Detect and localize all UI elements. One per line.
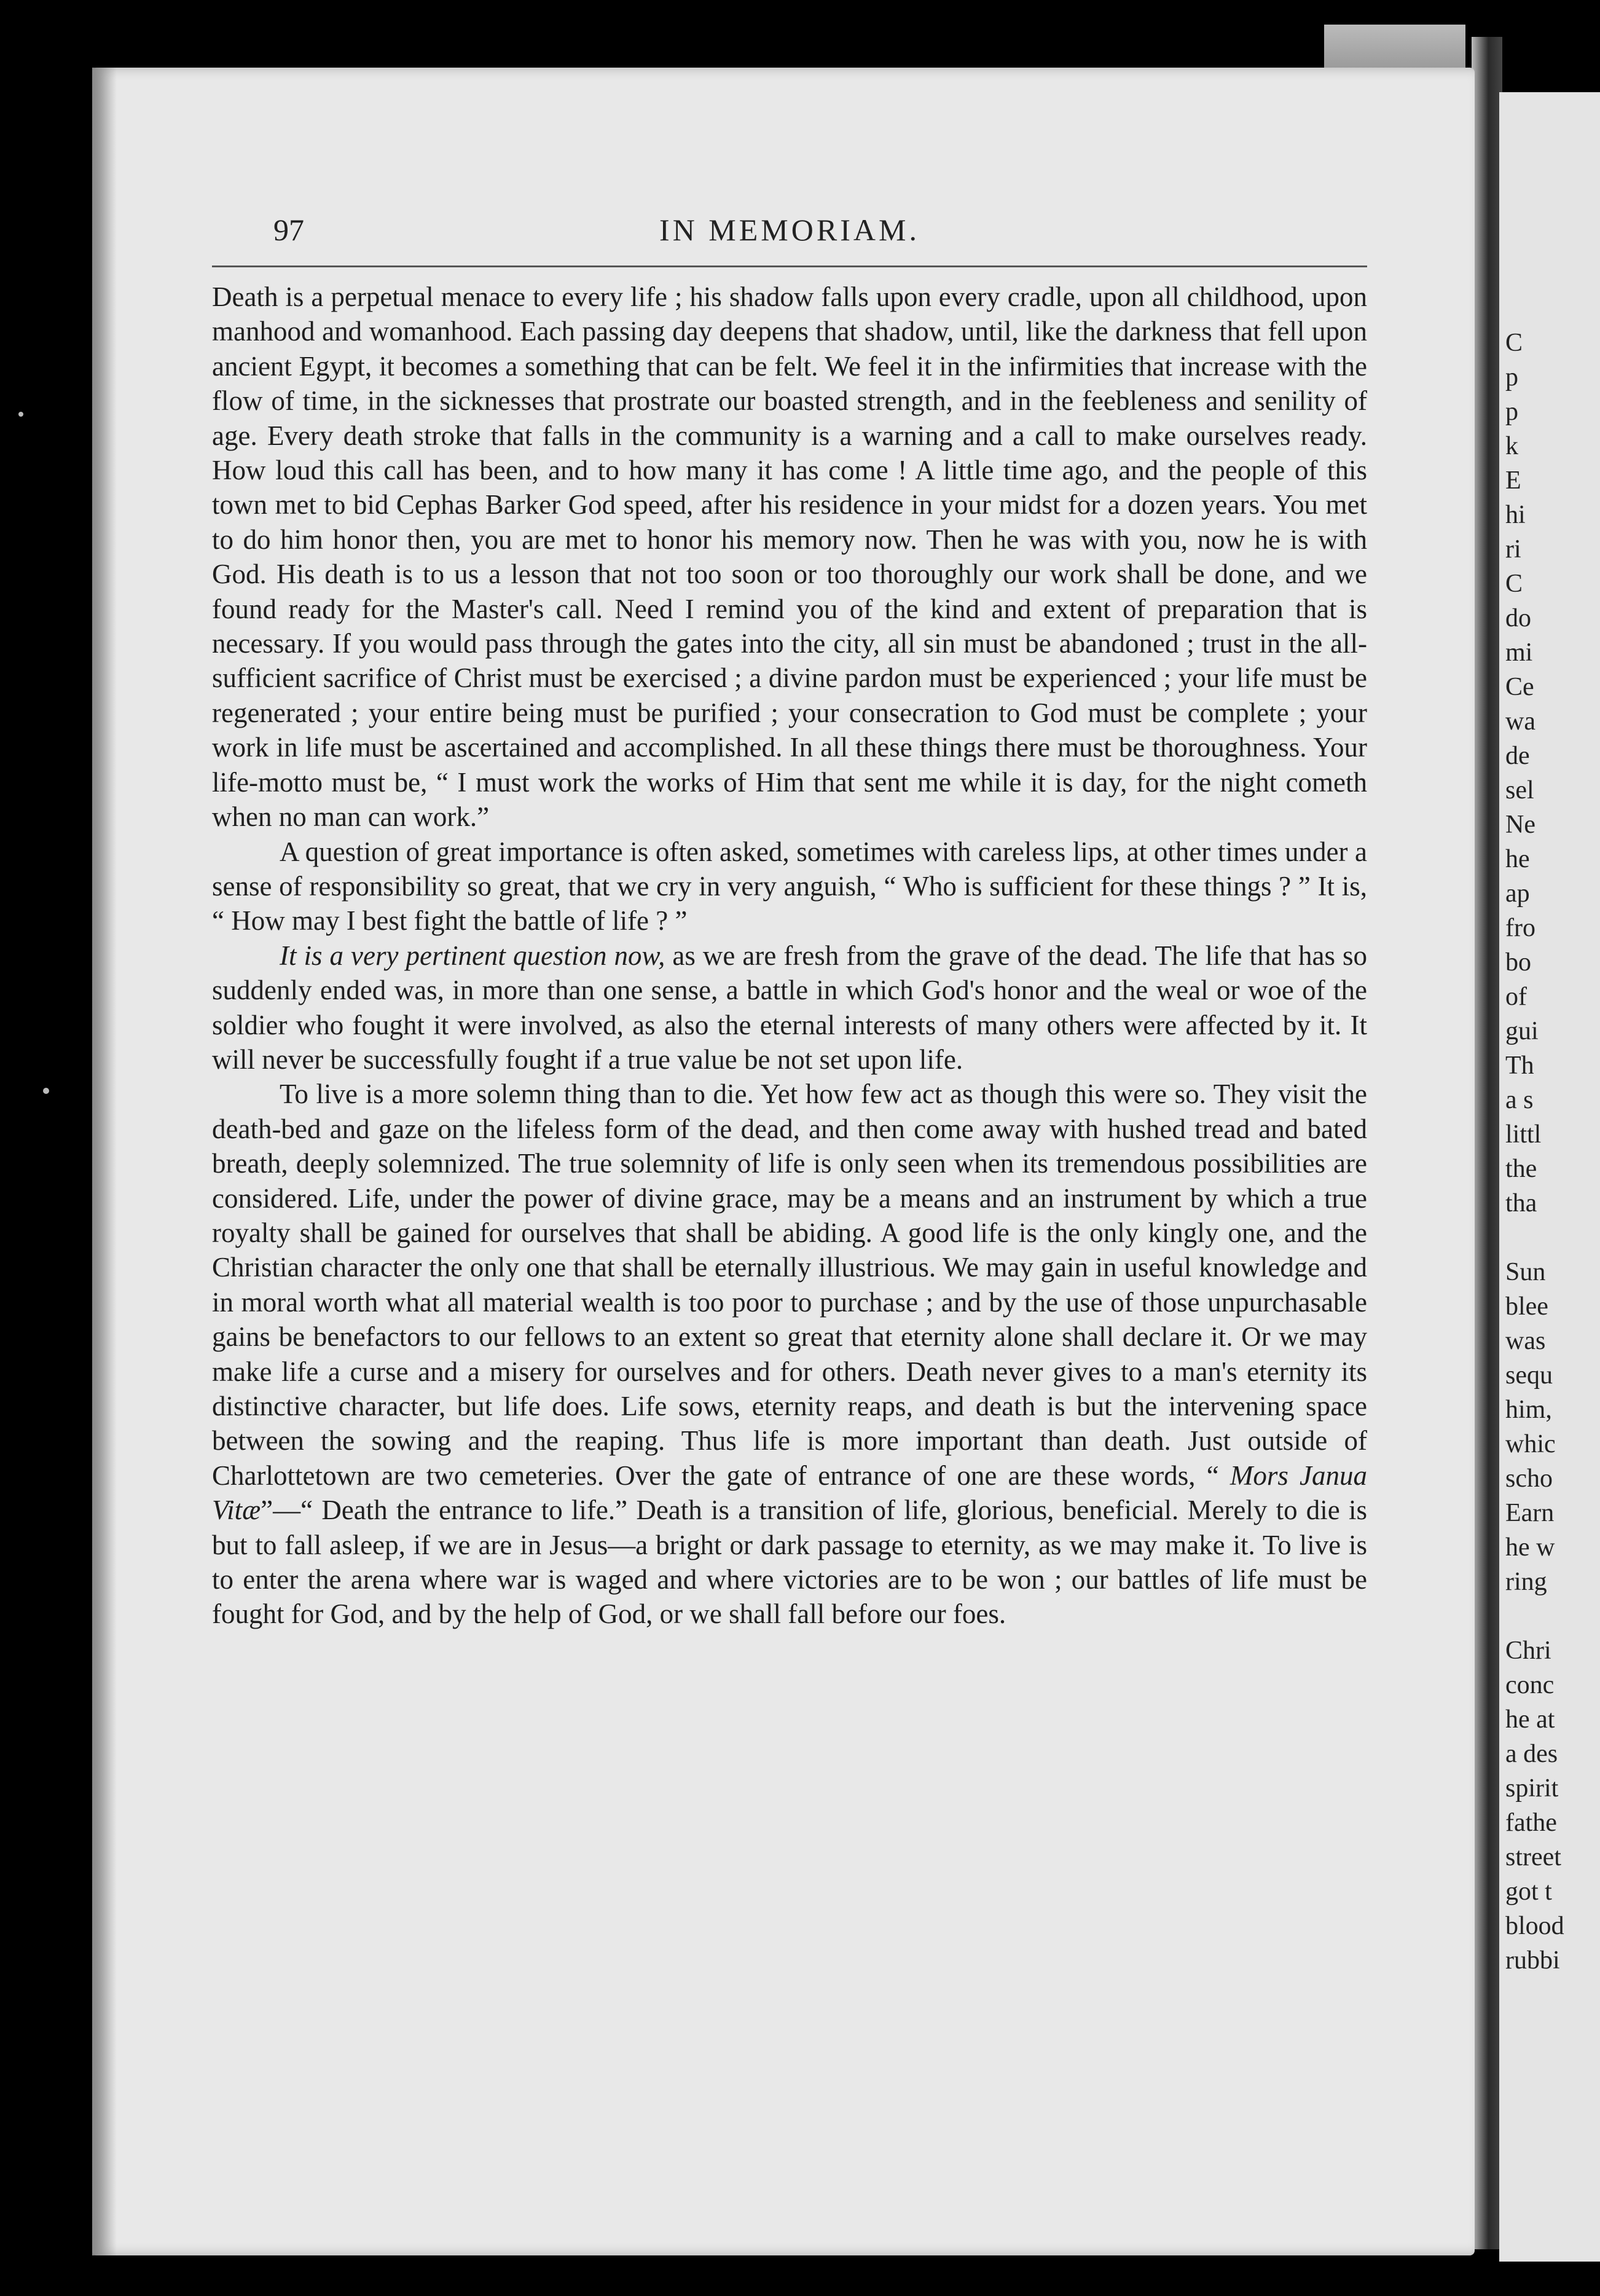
paragraph-3-text: as we are fresh from the grave of the dead. The life that has so suddenly ended was, in more than one sense, a battle in which God's honor and the weal or woe of the soldier who fought it were involved, as also the eternal interests of many others were affected by it. It will never be successfully fought if a true value be not set upon life. [212,940,1367,1075]
facing-page-fragment: whic [1505,1430,1556,1458]
facing-page-fragment: C [1505,570,1523,598]
facing-page-fragment: C [1505,329,1523,357]
paragraph-2: A question of great importance is often asked, sometimes with careless lips, at other times under a sense of responsibility so great, that we cry in very anguish, “ Who is sufficient for these things ? ” It is, “ How may I best fight the battle of life ? ” [212,836,1367,937]
facing-page-fragment: street [1505,1843,1561,1871]
italic-phrase: It is a very pertinent question now, [280,940,665,971]
facing-page-fragment: conc [1505,1671,1555,1699]
facing-page-fragment [1505,1221,1598,1255]
book-gutter [1472,37,1502,2249]
page-number: 97 [273,213,304,247]
facing-page-fragment: p [1505,363,1518,391]
facing-page-fragment: ri [1505,535,1521,564]
facing-page-fragment: wa [1505,707,1535,736]
facing-page-fragment: tha [1505,1189,1537,1217]
facing-page-fragment: of [1505,983,1527,1011]
facing-page-fragment: de [1505,742,1530,770]
facing-page-fragment: blood [1505,1912,1564,1940]
latin-motto: Mors Janua Vitæ [212,1460,1367,1526]
facing-page-fragment: the [1505,1155,1537,1183]
page-shadow [92,68,117,2255]
facing-page-text [1505,326,1598,1978]
page-header [212,212,1367,255]
paragraph-4-text-a: To live is a more solemn thing than to die. Yet how few act as though this were so. They visit the death-bed and gaze on the lifeless form of the dead, and then come away with hushed tread and bated breath, deeply solemnized. The true solemnity of life is only seen when its tremendous possibilities are considered. Life, under the power of divine grace, may be a means and an instrument by which a true royalty shall be gained for ourselves that shall be abiding. A good life is the only kingly one, and the Christian character the only one that shall be eternally illustrious. We may gain in useful knowledge and in moral worth what all material wealth is too poor to purchase ; and by the use of those unpurchasable gains be benefactors to our fellows to an extent so great that eternity alone shall declare it. Or we may make life a curse and a misery for ourselves and for others. Death never gives to a man's eternity its distinctive character, but life does. Life sows, eternity reaps, and death is but the intervening space between the sowing and the reaping. Thus life is more important than death. Just outside of Charlottetown are two cemeteries. Over the gate of entrance of one are these words, “ [212,1079,1367,1491]
running-title: IN MEMORIAM. [659,213,920,247]
facing-page-fragment: fathe [1505,1809,1557,1837]
facing-page-fragment: p [1505,398,1518,426]
facing-page-fragment: Sun [1505,1258,1546,1286]
facing-page-fragment: gui [1505,1017,1539,1045]
facing-page-fragment: k [1505,432,1518,460]
facing-page-fragment: he at [1505,1705,1555,1734]
paragraph-4-text-b: ”—“ Death the entrance to life.” Death is a transition of life, glorious, beneficial. Merely to die is but to fall asleep, if we are in Jesus—a bright or dark passage to eternity, as we may make it. To live is to enter the arena where war is waged and where victories are to be won ; our battles of life must be fought for God, and by the help of God, or we shall fall before our foes. [212,1495,1367,1630]
header-rule [212,265,1367,267]
facing-page-fragment: Chri [1505,1637,1551,1665]
facing-page-fragment: mi [1505,639,1533,667]
speck [43,1088,49,1094]
facing-page-fragment: fro [1505,914,1535,942]
paragraph-3 [212,938,1367,1077]
facing-page-fragment: he [1505,845,1530,873]
facing-page-fragment: scho [1505,1464,1553,1493]
facing-page-fragment: got t [1505,1877,1552,1906]
facing-page-fragment: Ce [1505,673,1534,701]
facing-page-fragment: sequ [1505,1361,1553,1390]
facing-page-fragment: he w [1505,1533,1555,1562]
facing-page-fragment: spirit [1505,1774,1559,1803]
facing-page-fragment [1505,1599,1598,1634]
body-text [212,280,1367,1632]
facing-page-fragment: Ne [1505,811,1535,839]
facing-page-fragment: Earn [1505,1499,1555,1527]
facing-page-fragment: rubbi [1505,1946,1560,1975]
facing-page [1499,92,1600,2262]
facing-page-fragment: Th [1505,1052,1534,1080]
facing-page-fragment: littl [1505,1120,1542,1149]
facing-page-fragment: ring [1505,1568,1547,1596]
facing-page-fragment: was [1505,1327,1546,1355]
paragraph-1: Death is a perpetual menace to every life ; his shadow falls upon every cradle, upon all childhood, upon manhood and womanhood. Each passing day deepens that shadow, until, like the darkness that fell upon ancient Egypt, it becomes a something that can be felt. We feel it in the infirmities that increase with the flow of time, in the sicknesses that prostrate our boasted strength, and in the feebleness and senility of age. Every death stroke that falls in the community is a warning and a call to make ourselves ready. How loud this call has been, and to how many it has come ! A little time ago, and the people of this town met to bid Cephas Barker God speed, after his residence in your midst for a dozen years. You met to do him honor then, you are met to honor his memory now. Then he was with you, now he is with God. His death is to us a lesson that not too soon or too thoroughly our work shall be done, and we found ready for the Master's call. Need I remind you of the kind and extent of preparation that is necessary. If you would pass through the gates into the city, all sin must be abandoned ; trust in the all-sufficient sacrifice of Christ must be exercised ; a divine pardon must be experienced ; your life must be regenerated ; your entire being must be purified ; your consecration to God must be complete ; your work in life must be ascertained and accomplished. In all these things there must be thoroughness. Your life-motto must be, “ I must work the works of Him that sent me while it is day, for the night cometh when no man can work.” [212,281,1367,833]
facing-page-fragment: a des [1505,1740,1558,1768]
paragraph-4 [212,1077,1367,1632]
facing-page-fragment: hi [1505,501,1526,529]
speck [18,412,23,417]
facing-page-fragment: do [1505,604,1531,632]
facing-page-fragment: ap [1505,879,1530,908]
facing-page-fragment: sel [1505,776,1534,804]
facing-page-fragment: E [1505,466,1521,495]
facing-page-fragment: bo [1505,948,1531,977]
facing-page-fragment: blee [1505,1292,1548,1321]
facing-page-fragment: a s [1505,1086,1534,1114]
facing-page-fragment: him, [1505,1396,1552,1424]
